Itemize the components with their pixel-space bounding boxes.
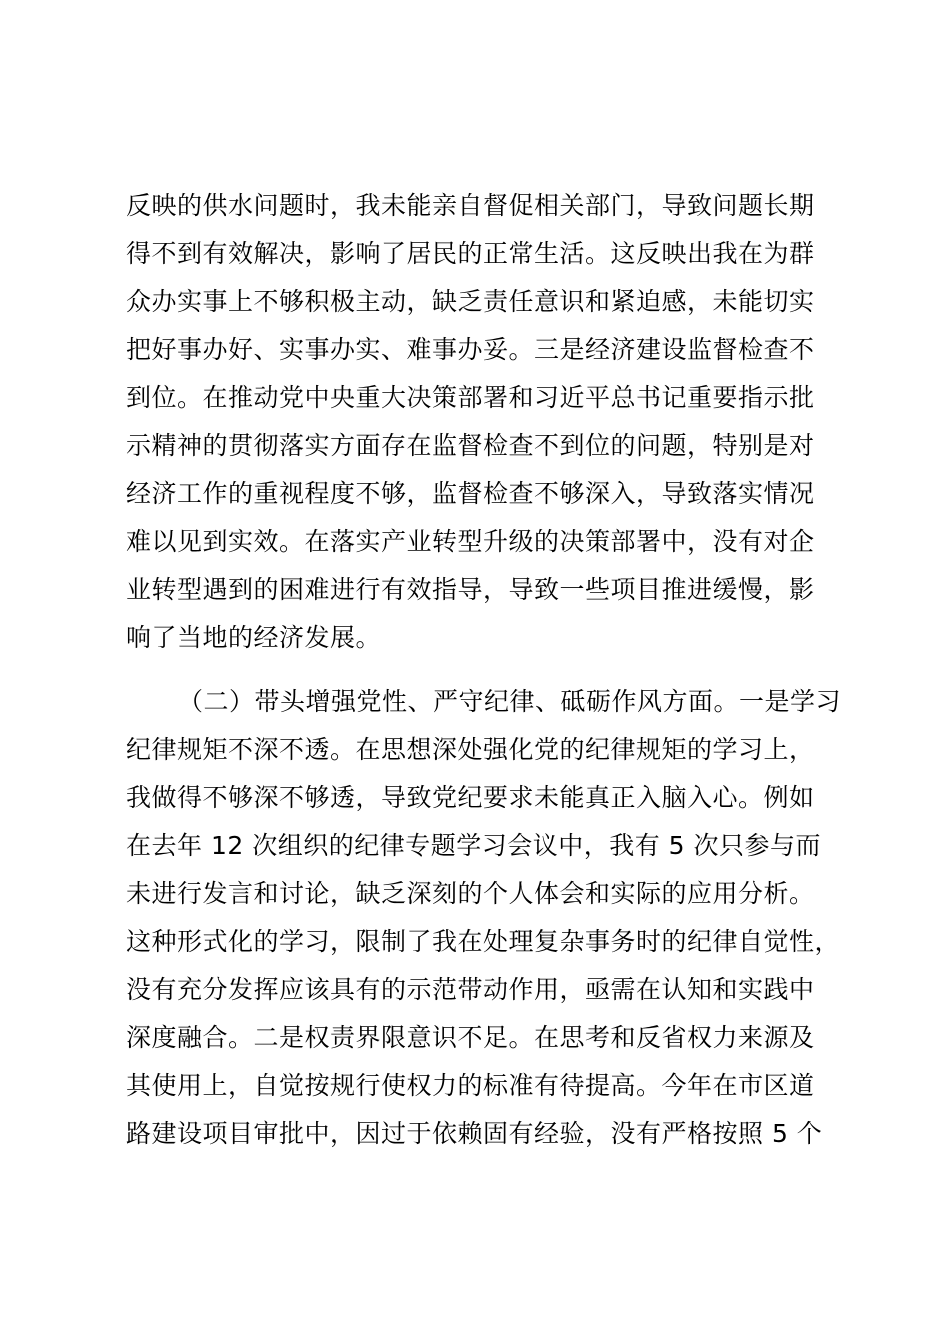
text-line: 经济工作的重视程度不够，监督检查不够深入，导致落实情况 (126, 479, 815, 508)
text-line: 路建设项目审批中，因过于依赖固有经验，没有严格按照 5 个 (126, 1119, 823, 1148)
text-line: 得不到有效解决，影响了居民的正常生活。这反映出我在为群 (126, 239, 815, 268)
text-line: 没有充分发挥应该具有的示范带动作用，亟需在认知和实践中 (126, 975, 815, 1004)
text-line: 难以见到实效。在落实产业转型升级的决策部署中，没有对企 (126, 527, 815, 556)
text-line: 我做得不够深不够透，导致党纪要求未能真正入脑入心。例如 (126, 783, 815, 812)
text-line: 其使用上，自觉按规行使权力的标准有待提高。今年在市区道 (126, 1071, 815, 1100)
text-line: 到位。在推动党中央重大决策部署和习近平总书记重要指示批 (126, 383, 815, 412)
text-line: 纪律规矩不深不透。在思想深处强化党的纪律规矩的学习上， (126, 735, 815, 764)
text-line: 示精神的贯彻落实方面存在监督检查不到位的问题，特别是对 (126, 431, 815, 460)
text-line: 把好事办好、实事办实、难事办妥。三是经济建设监督检查不 (126, 335, 815, 364)
text-line: 深度融合。二是权责界限意识不足。在思考和反省权力来源及 (126, 1023, 815, 1052)
section-heading-line: （二）带头增强党性、严守纪律、砥砺作风方面。一是学习 (178, 687, 842, 716)
text-line: 这种形式化的学习，限制了我在处理复杂事务时的纪律自觉性， (126, 927, 841, 956)
text-line: 未进行发言和讨论，缺乏深刻的个人体会和实际的应用分析。 (126, 879, 815, 908)
text-line: 业转型遇到的困难进行有效指导，导致一些项目推进缓慢，影 (126, 575, 815, 604)
text-line: 在去年 12 次组织的纪律专题学习会议中，我有 5 次只参与而 (126, 831, 822, 860)
text-line: 反映的供水问题时，我未能亲自督促相关部门，导致问题长期 (126, 191, 815, 220)
text-line: 响了当地的经济发展。 (126, 623, 382, 652)
text-line: 众办实事上不够积极主动，缺乏责任意识和紧迫感，未能切实 (126, 287, 815, 316)
